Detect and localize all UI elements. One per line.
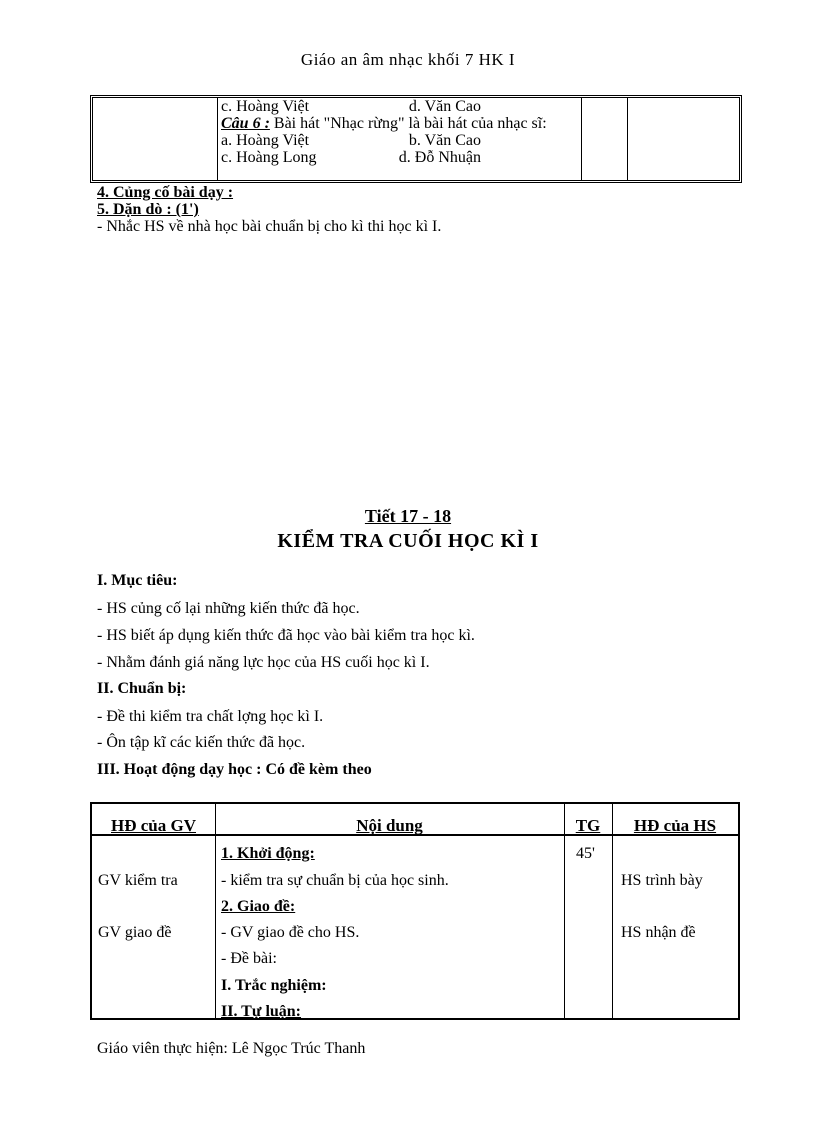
table-divider: [627, 98, 628, 180]
option-a: a. Hoàng Việt: [221, 132, 310, 149]
objectives-heading: I. Mục tiêu:: [97, 572, 178, 589]
table-divider: [581, 98, 582, 180]
lesson-number: Tiết 17 - 18: [364, 506, 452, 526]
option-d: d. Đỗ Nhuận: [398, 149, 481, 166]
hs-activity: HS nhận đề: [621, 924, 696, 941]
gv-activity: GV giao đề: [98, 924, 172, 941]
header-time: TG: [575, 816, 601, 835]
objective-item: - HS biết áp dụng kiến thức đã học vào bài kiểm tra học kì.: [97, 627, 475, 644]
content-essay: II. Tự luận:: [221, 1003, 302, 1020]
gv-activity: GV kiểm tra: [98, 872, 178, 889]
question-table: [90, 95, 742, 183]
option-b: b. Văn Cao: [408, 132, 481, 149]
header-hs: HĐ của HS: [633, 816, 717, 835]
question-cell: [221, 98, 581, 182]
question-6-text: Bài hát "Nhạc rừng" là bài hát của nhạc sĩ:: [269, 115, 547, 132]
preparation-heading: II. Chuẩn bị:: [97, 680, 187, 697]
objective-item: - HS củng cố lại những kiến thức đã học.: [97, 600, 360, 617]
table-divider: [217, 98, 218, 180]
activities-heading: III. Hoạt động dạy học : Có đề kèm theo: [97, 761, 372, 778]
preparation-item: - Đề thi kiểm tra chất lợng học kì I.: [97, 708, 324, 725]
content-line: - Đề bài:: [221, 950, 277, 967]
teacher-footer: Giáo viên thực hiện: Lê Ngọc Trúc Thanh: [97, 1040, 366, 1057]
option-c: c. Hoàng Việt: [221, 98, 310, 115]
header-content: Nội dung: [356, 816, 423, 835]
table-divider: [612, 804, 613, 1018]
objective-item: - Nhằm đánh giá năng lực học của HS cuối học kì I.: [97, 654, 430, 671]
lesson-title: KIỂM TRA CUỐI HỌC KÌ I: [277, 530, 539, 552]
question-6-label: Câu 6 :: [221, 115, 270, 132]
header-gv: HĐ của GV: [111, 816, 196, 835]
section-4-heading: 4. Củng cố bài dạy :: [97, 184, 234, 201]
section-5-note: - Nhắc HS về nhà học bài chuẩn bị cho kì thi học kì I.: [97, 218, 442, 235]
content-warmup-heading: 1. Khởi động:: [221, 845, 315, 862]
option-d: d. Văn Cao: [408, 98, 481, 115]
hs-activity: HS trình bày: [621, 872, 703, 889]
activity-table: [90, 802, 740, 1020]
content-assign-heading: 2. Giao đề:: [221, 898, 296, 915]
option-c: c. Hoàng Long: [221, 149, 317, 166]
table-divider: [564, 804, 565, 1018]
content-line: - GV giao đề cho HS.: [221, 924, 360, 941]
preparation-item: - Ôn tập kĩ các kiến thức đã học.: [97, 734, 306, 751]
content-line: - kiểm tra sự chuẩn bị của học sinh.: [221, 872, 449, 889]
content-multiple-choice: I. Trắc nghiệm:: [221, 977, 327, 994]
page-header: Giáo an âm nhạc khối 7 HK I: [300, 50, 516, 69]
section-5-heading: 5. Dặn dò : (1'): [97, 201, 199, 218]
time-value: 45': [576, 845, 595, 862]
table-divider: [215, 804, 216, 1018]
